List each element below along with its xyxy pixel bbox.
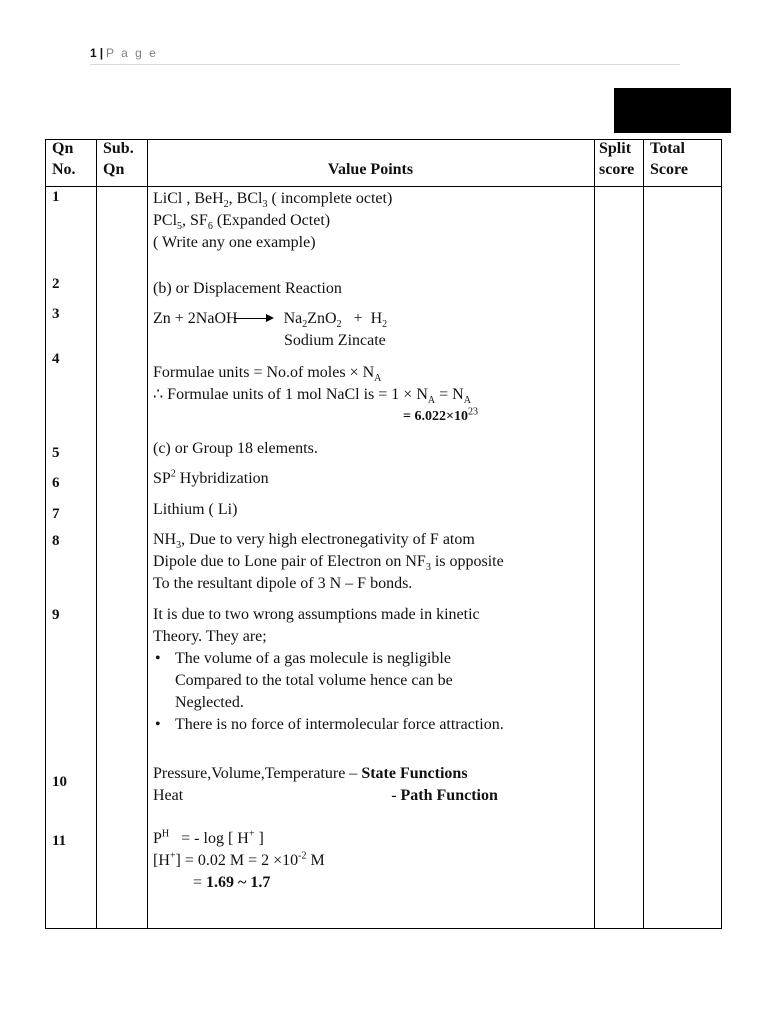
question-number: 7 xyxy=(52,506,60,522)
question-number: 4 xyxy=(52,351,60,367)
header-split-score: Split score xyxy=(599,140,635,178)
question-number: 1 xyxy=(52,189,60,205)
question-number: 9 xyxy=(52,607,60,623)
answer-5: (c) or Group 18 elements. xyxy=(153,440,318,457)
header-sub-qn: Sub. Qn xyxy=(103,140,134,178)
page-header xyxy=(90,46,680,65)
page-label: P a g e xyxy=(106,46,158,60)
question-number: 5 xyxy=(52,445,60,461)
header-total-score: Total Score xyxy=(650,140,688,178)
answer-6: $SP^2$ Hybridization xyxy=(153,468,269,487)
assumption-list xyxy=(153,648,593,736)
header-qn-no: Qn No. xyxy=(52,140,76,178)
answer-11: $P^H$ = - log [ H+ ] [H+] = 0.02 $M = 2 \times 10^{-2}$ M = 1.69 ~ 1.7 xyxy=(153,828,325,891)
column-divider xyxy=(643,140,644,928)
answer-2: (b) or Displacement Reaction xyxy=(153,280,342,297)
answer-8: $NH_3$, Due to very high electronegativity of F atom Dipole due to Lone pair of Electron on $NF_3$ is opposite To the resultant dipole of 3 N – F bonds. xyxy=(153,531,504,592)
header-divider xyxy=(46,186,721,187)
answer-7: Lithium ( Li) xyxy=(153,501,238,518)
answer-3: Zn + 2NaOH $Na_2ZnO_2 + H_2$ Sodium Zincate xyxy=(153,310,388,349)
answer-9: It is due to two wrong assumptions made in kinetic Theory. They are; • The volume of a gas molecule is negligible Compared to the total volume hence can be Neglected. • There is no force of intermolecular force attraction. xyxy=(153,604,593,736)
column-divider xyxy=(594,140,595,928)
question-number: 8 xyxy=(52,533,60,549)
page-separator: | xyxy=(99,46,104,60)
list-item: • There is no force of intermolecular force attraction. xyxy=(175,714,593,736)
list-item: • The volume of a gas molecule is negligible Compared to the total volume hence can be Neglected. xyxy=(175,648,593,714)
column-divider xyxy=(147,140,148,928)
question-number: 3 xyxy=(52,306,60,322)
question-number: 10 xyxy=(52,774,67,790)
answer-table xyxy=(45,139,722,929)
redaction-box xyxy=(614,88,731,133)
arrow-icon xyxy=(234,314,274,324)
answer-4: Formulae units = No.of moles × $N_A$ ∴ Formulae units of 1 mol NaCl is = $1 \times N_A = N_A$ = $6.022\times 10^{23}$ xyxy=(153,364,478,424)
question-number: 6 xyxy=(52,475,60,491)
page-number: 1 xyxy=(90,46,97,60)
answer-10: Pressure,Volume,Temperature – State Functions Heat - Path Function xyxy=(153,765,498,804)
answer-1: LiCl , BeH$_2$, BCl$_3$ ( incomplete octet) PCl$_5$, $SF_6$ (Expanded Octet) ( Write any one example) xyxy=(153,190,393,251)
column-divider xyxy=(96,140,97,928)
header-value-points: Value Points xyxy=(327,161,414,178)
question-number: 11 xyxy=(52,833,67,849)
question-number: 2 xyxy=(52,276,60,292)
